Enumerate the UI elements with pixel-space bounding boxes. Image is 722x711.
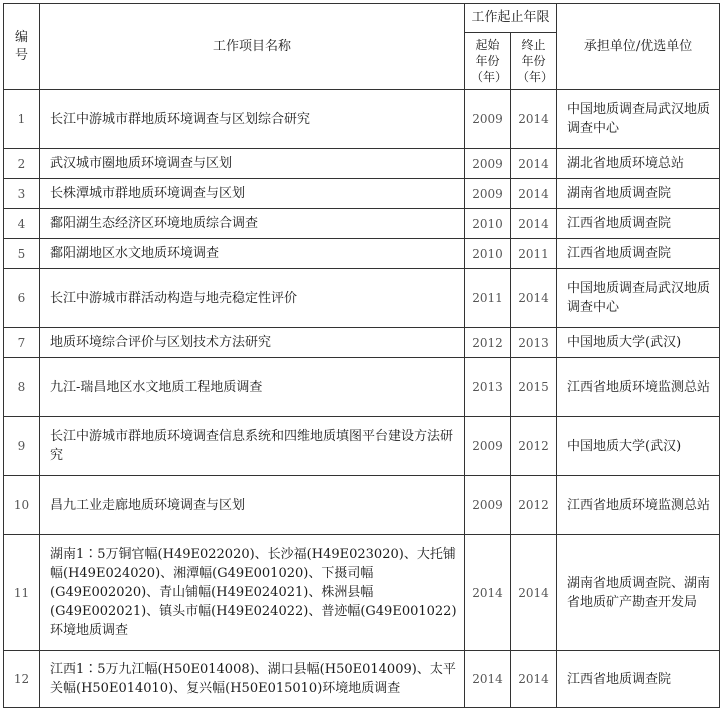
row-number: 7 [4, 328, 40, 358]
table-row [4, 239, 720, 269]
start-year: 2010 [465, 239, 511, 269]
organization: 江西省地质环境监测总站 [557, 358, 720, 417]
end-year: 2012 [511, 417, 557, 476]
project-table [3, 3, 720, 708]
table-row [4, 90, 720, 149]
header-no: 编号 [4, 4, 40, 90]
header-end: 终止年份（年） [511, 33, 557, 90]
end-year: 2014 [511, 90, 557, 149]
start-year: 2014 [465, 535, 511, 651]
project-name: 长株潭城市群地质环境调查与区划 [40, 179, 465, 209]
end-year: 2014 [511, 651, 557, 708]
project-name: 九江-瑞昌地区水文地质工程地质调查 [40, 358, 465, 417]
header-years: 工作起止年限 [465, 4, 557, 33]
row-number: 8 [4, 358, 40, 417]
start-year: 2009 [465, 417, 511, 476]
start-year: 2013 [465, 358, 511, 417]
project-name: 江西1∶5万九江幅(H50E014008)、湖口县幅(H50E014009)、太平关幅(H50E014010)、复兴幅(H50E015010)环境地质调查 [40, 651, 465, 708]
table-row [4, 269, 720, 328]
row-number: 3 [4, 179, 40, 209]
organization: 中国地质大学(武汉) [557, 417, 720, 476]
end-year: 2014 [511, 179, 557, 209]
row-number: 9 [4, 417, 40, 476]
table-row [4, 179, 720, 209]
organization: 湖南省地质调查院、湖南省地质矿产勘查开发局 [557, 535, 720, 651]
end-year: 2014 [511, 149, 557, 179]
project-name: 鄱阳湖生态经济区环境地质综合调查 [40, 209, 465, 239]
project-name: 地质环境综合评价与区划技术方法研究 [40, 328, 465, 358]
end-year: 2011 [511, 239, 557, 269]
start-year: 2014 [465, 651, 511, 708]
header-name: 工作项目名称 [40, 4, 465, 90]
table-row [4, 149, 720, 179]
table-row [4, 535, 720, 651]
organization: 中国地质大学(武汉) [557, 328, 720, 358]
row-number: 6 [4, 269, 40, 328]
table-row [4, 651, 720, 708]
start-year: 2009 [465, 179, 511, 209]
organization: 江西省地质调查院 [557, 651, 720, 708]
project-name: 武汉城市圈地质环境调查与区划 [40, 149, 465, 179]
organization: 江西省地质环境监测总站 [557, 476, 720, 535]
end-year: 2015 [511, 358, 557, 417]
organization: 中国地质调查局武汉地质调查中心 [557, 269, 720, 328]
organization: 湖北省地质环境总站 [557, 149, 720, 179]
end-year: 2014 [511, 535, 557, 651]
table-row [4, 209, 720, 239]
project-name: 长江中游城市群地质环境调查信息系统和四维地质填图平台建设方法研究 [40, 417, 465, 476]
table-row [4, 358, 720, 417]
table-row [4, 417, 720, 476]
header-start: 起始年份（年） [465, 33, 511, 90]
start-year: 2009 [465, 149, 511, 179]
row-number: 4 [4, 209, 40, 239]
header-unit: 承担单位/优选单位 [557, 4, 720, 90]
project-name: 长江中游城市群活动构造与地壳稳定性评价 [40, 269, 465, 328]
start-year: 2011 [465, 269, 511, 328]
row-number: 2 [4, 149, 40, 179]
project-name: 长江中游城市群地质环境调查与区划综合研究 [40, 90, 465, 149]
project-name: 昌九工业走廊地质环境调查与区划 [40, 476, 465, 535]
start-year: 2009 [465, 90, 511, 149]
project-name: 鄱阳湖地区水文地质环境调查 [40, 239, 465, 269]
start-year: 2012 [465, 328, 511, 358]
start-year: 2009 [465, 476, 511, 535]
end-year: 2013 [511, 328, 557, 358]
end-year: 2014 [511, 269, 557, 328]
project-name: 湖南1∶5万铜官幅(H49E022020)、长沙福(H49E023020)、大托铺幅(H49E024020)、湘潭幅(G49E001020)、下摄司幅(G49E002020)、青山铺幅(H49E024021)、株洲县幅(G49E002021)、镇头市幅(H49E024022)、普迹幅(G49E001022)环境地质调查 [40, 535, 465, 651]
organization: 中国地质调查局武汉地质调查中心 [557, 90, 720, 149]
row-number: 5 [4, 239, 40, 269]
row-number: 11 [4, 535, 40, 651]
table-row [4, 476, 720, 535]
organization: 江西省地质调查院 [557, 209, 720, 239]
end-year: 2012 [511, 476, 557, 535]
organization: 江西省地质调查院 [557, 239, 720, 269]
table-row [4, 328, 720, 358]
start-year: 2010 [465, 209, 511, 239]
row-number: 12 [4, 651, 40, 708]
organization: 湖南省地质调查院 [557, 179, 720, 209]
row-number: 10 [4, 476, 40, 535]
row-number: 1 [4, 90, 40, 149]
end-year: 2014 [511, 209, 557, 239]
